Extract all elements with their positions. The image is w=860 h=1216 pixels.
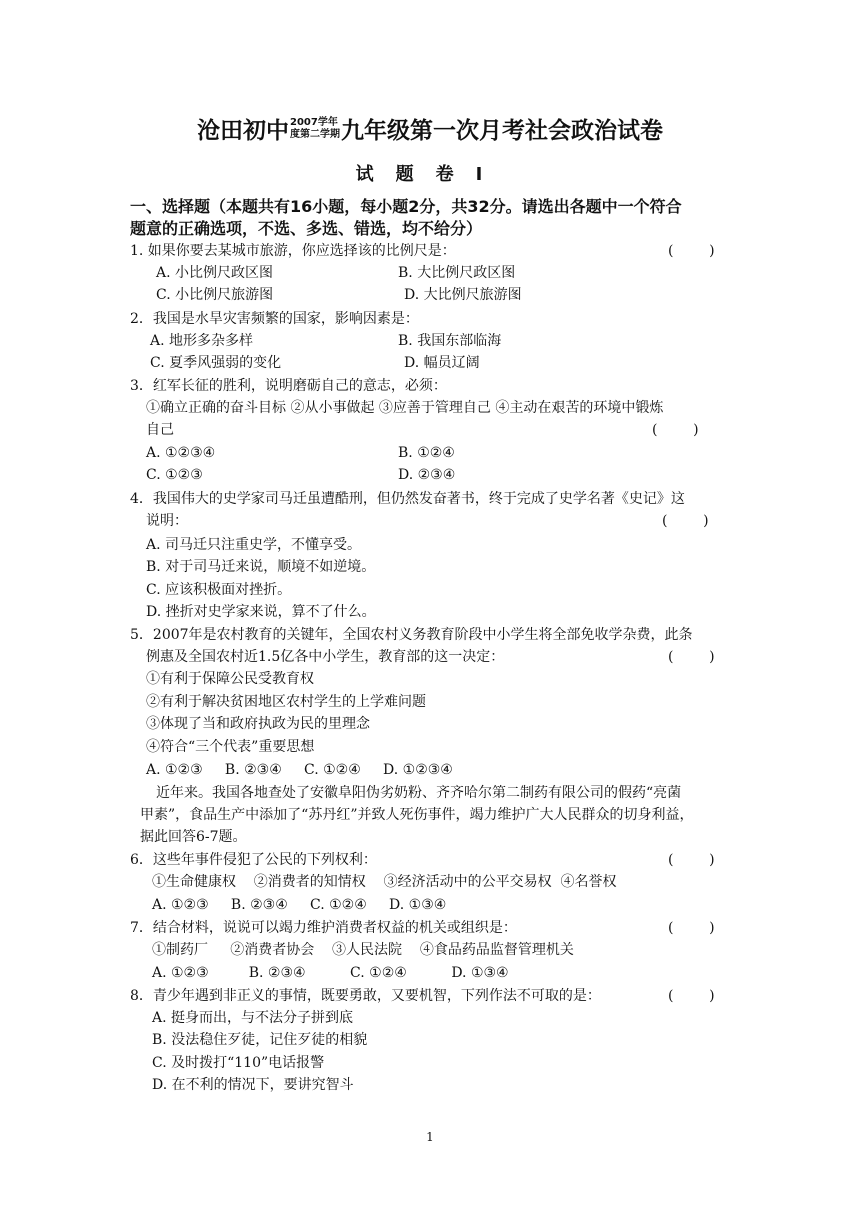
q8-answer-paren: ( ) [668,988,715,1004]
q2-option-c: C. 夏季风强弱的变化 [150,355,282,371]
q3-statements: ①确立正确的奋斗目标 ②从小事做起 ③应善于管理自己 ④主动在艰苦的环境中锻炼 [146,400,664,416]
title-right: 九年级第一次月考社会政治试卷 [341,118,663,144]
material-line-2: 甲素”，食品生产中添加了“苏丹红”并致人死伤事件，竭力维护广大人民群众的切身利益， [140,807,694,823]
q6-statements: ①生命健康权 ②消费者的知情权 ③经济活动中的公平交易权 ④名誉权 [152,874,617,890]
q1-answer-paren: ( ) [668,243,715,259]
q6-answer-paren: ( ) [668,852,715,868]
q3-statements-cont: 自己 [146,422,174,438]
page-number: 1 [426,1130,434,1144]
material-line-3: 据此回答6-7题。 [140,829,247,845]
q8-option-a: A. 挺身而出，与不法分子拼到底 [152,1010,354,1026]
material-line-1: 近年来。我国各地查处了安徽阜阳伪劣奶粉、齐齐哈尔第二制药有限公司的假药“亮菌 [156,785,682,801]
q4-option-d: D. 挫折对史学家来说，算不了什么。 [146,604,376,620]
section-heading-2: 题意的正确选项，不选、多选、错选，均不给分） [130,219,483,238]
q3-stem: 3．红军长征的胜利，说明磨砺自己的意志，必须： [130,378,447,394]
q5-statement-3: ③体现了当和政府执政为民的里理念 [146,716,370,732]
q3-option-d: D. ②③④ [398,467,456,483]
title-left: 沧田初中 [197,118,289,144]
q5-statement-2: ②有利于解决贫困地区农村学生的上学难问题 [146,694,426,710]
section-heading-1: 一、选择题（本题共有16小题，每小题2分，共32分。请选出各题中一个符合 [130,197,682,216]
q3-answer-paren: ( ) [652,422,699,438]
q3-option-c: C. ①②③ [146,467,203,483]
q1-option-b: B. 大比例尺政区图 [398,265,516,281]
q5-stem-cont: 例惠及全国农村近1.5亿各中小学生，教育部的这一决定： [146,649,505,665]
title-stack-top: 2007学年 [290,116,338,128]
exam-title [0,112,860,145]
q8-option-c: C. 及时拨打“110”电话报警 [152,1055,325,1071]
exam-subtitle: 试题卷Ⅰ [355,164,505,185]
q1-option-d: D. 大比例尺旅游图 [404,287,522,303]
q2-stem: 2．我国是水旱灾害频繁的国家，影响因素是： [130,311,419,327]
q4-stem-cont: 说明： [146,513,188,529]
q7-stem: 7．结合材料，说说可以竭力维护消费者权益的机关或组织是： [130,920,517,936]
q5-options: A. ①②③ B. ②③④ C. ①②④ D. ①②③④ [146,762,453,778]
title-stack-bottom: 度第二学期 [290,128,340,140]
q5-statement-4: ④符合“三个代表”重要思想 [146,739,315,755]
q2-option-a: A. 地形多杂多样 [150,333,254,349]
q6-stem: 6．这些年事件侵犯了公民的下列权利： [130,852,377,868]
q4-answer-paren: ( ) [662,513,709,529]
q4-option-c: C. 应该积极面对挫折。 [146,582,292,598]
q2-option-b: B. 我国东部临海 [398,333,502,349]
q7-answer-paren: ( ) [668,920,715,936]
title-year-stack [290,117,340,141]
q7-options: A. ①②③ B. ②③④ C. ①②④ D. ①③④ [152,965,509,981]
q3-option-b: B. ①②④ [398,445,455,461]
q5-answer-paren: ( ) [668,649,715,665]
q8-option-b: B. 没法稳住歹徒，记住歹徒的相貌 [152,1032,368,1048]
q4-option-b: B. 对于司马迁来说，顺境不如逆境。 [146,559,376,575]
q1-option-a: A. 小比例尺政区图 [156,265,274,281]
q6-options: A. ①②③ B. ②③④ C. ①②④ D. ①③④ [152,897,447,913]
q1-option-c: C. 小比例尺旅游图 [156,287,274,303]
q5-stem: 5．2007年是农村教育的关键年，全国农村义务教育阶段中小学生将全部免收学杂费，此条 [130,627,693,643]
q8-option-d: D. 在不利的情况下，要讲究智斗 [152,1077,354,1093]
q3-option-a: A. ①②③④ [146,445,216,461]
q5-statement-1: ①有利于保障公民受教育权 [146,671,314,687]
q8-stem: 8．青少年遇到非正义的事情，既要勇敢，又要机智，下列作法不可取的是： [130,988,601,1004]
q2-option-d: D. 幅员辽阔 [404,355,480,371]
q4-option-a: A. 司马迁只注重史学，不懂享受。 [146,537,362,553]
q1-stem: 1. 如果你要去某城市旅游，你应选择该的比例尺是： [130,243,456,259]
q4-stem: 4．我国伟大的史学家司马迁虽遭酷刑，但仍然发奋著书，终于完成了史学名著《史记》这 [130,491,685,507]
q7-statements: ①制药厂 ②消费者协会 ③人民法院 ④食品药品监督管理机关 [152,942,574,958]
